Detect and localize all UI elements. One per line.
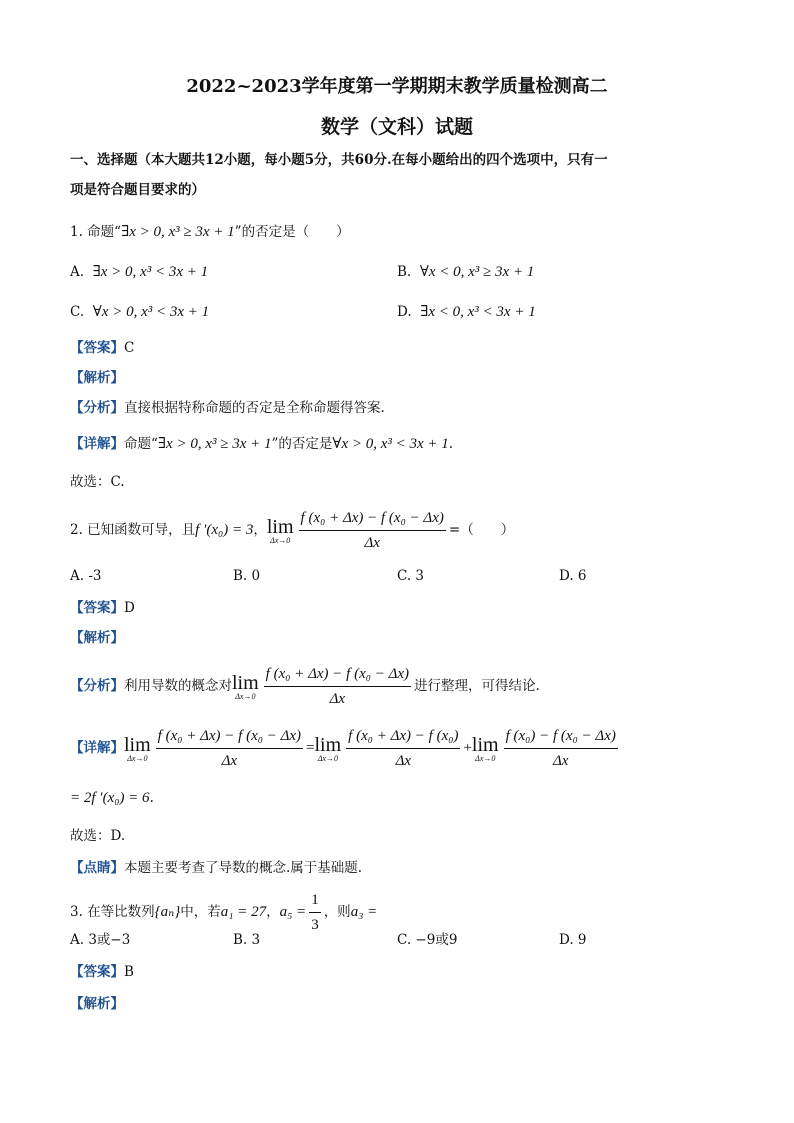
q1-option-c-label: C.: [70, 304, 85, 320]
lim-word: lim: [314, 733, 342, 756]
analysis-tag: 【解析】: [70, 370, 124, 386]
fenxi-tag: 【分析】: [70, 678, 124, 694]
detail-fraction-2: [346, 726, 460, 771]
q1-detail-math1: ∃x > 0, x³ ≥ 3x + 1: [157, 436, 272, 452]
lim-word: lim: [471, 733, 499, 756]
q1-option-b: [397, 262, 534, 282]
fraction-den: Δx: [395, 753, 412, 769]
q3-option-a: A. 3或−3: [70, 932, 131, 948]
section-heading-line1: 一、选择题（本大题共12小题，每小题5分，共60分.在每小题给出的四个选项中，只有一: [70, 152, 608, 168]
q1-detail-mid: ”的否定是: [271, 436, 333, 452]
q2-option-b: B. 0: [233, 568, 261, 584]
q2-answer-value: D: [124, 600, 135, 616]
q1-detail-end: .: [448, 436, 454, 452]
q1-option-a: [70, 262, 208, 282]
q3-option-d: D. 9: [559, 932, 587, 948]
q2-choose-value: D.: [110, 828, 126, 844]
answer-tag: 【答案】: [70, 964, 124, 980]
q2-fenxi-suffix: 进行整理，可得结论.: [414, 678, 540, 694]
q3-stem: [70, 890, 377, 935]
q3-a1: a₁ = 27: [220, 904, 267, 920]
answer-tag: 【答案】: [70, 340, 124, 356]
q1-option-a-label: A.: [70, 264, 85, 280]
comment-tag: 【点睛】: [70, 860, 124, 876]
q3-option-c: C. −9或9: [397, 932, 458, 948]
q3-answer-value: B: [124, 964, 134, 980]
q2-result-end: .: [149, 790, 154, 806]
page-subtitle: 数学（文科）试题: [320, 116, 473, 138]
analysis-tag: 【解析】: [70, 996, 124, 1012]
q2-option-a: A. -3: [70, 568, 102, 584]
fenxi-tag: 【分析】: [70, 400, 124, 416]
q3-seq: {aₙ}: [154, 904, 181, 920]
q1-fenxi: [70, 398, 385, 418]
detail-tag: 【详解】: [70, 740, 124, 756]
q2-analysis: [70, 628, 124, 648]
q2-fraction-num: f (x₀ + Δx) − f (x₀ − Δx): [299, 508, 446, 531]
detail-limit-2: [315, 735, 342, 763]
detail-tag: 【详解】: [70, 436, 124, 452]
q1-detail-prefix: 命题“: [124, 436, 158, 452]
plus-sign: +: [463, 740, 472, 756]
page-title: 2022~2023学年度第一学期期末教学质量检测高二: [186, 76, 608, 97]
q3-stem-mid2: ，则: [323, 904, 351, 920]
q3-option-b: B. 3: [233, 932, 261, 948]
detail-limit-1: [124, 735, 151, 763]
fraction-den: Δx: [221, 753, 238, 769]
detail-limit-3: [472, 735, 499, 763]
q2-fraction-den: Δx: [364, 535, 380, 551]
q1-analysis: [70, 368, 124, 388]
lim-word: lim: [232, 671, 259, 694]
q1-option-a-text: ∃x > 0, x³ < 3x + 1: [92, 264, 209, 280]
q2-fenxi-limit: [232, 673, 259, 701]
q1-choose-value: C.: [110, 474, 125, 490]
lim-sub: Δx→0: [475, 753, 496, 763]
detail-fraction-3: [504, 726, 618, 771]
fraction-num: f (x₀ + Δx) − f (x₀ − Δx): [264, 664, 411, 687]
q1-stem-math: ∃x > 0, x³ ≥ 3x + 1: [121, 224, 235, 240]
q2-fenxi: [70, 664, 540, 709]
analysis-tag: 【解析】: [70, 630, 124, 646]
q1-stem-prefix: 1. 命题“: [70, 224, 122, 240]
q2-stem-comma: ，: [253, 522, 267, 538]
q3-fraction-num: 1: [309, 890, 321, 913]
q2-result: [70, 788, 154, 808]
q1-detail: [70, 434, 453, 454]
q1-option-b-text: ∀x < 0, x³ ≥ 3x + 1: [419, 264, 535, 280]
q1-option-d-label: D.: [397, 304, 412, 320]
equals-sign: =: [306, 740, 315, 756]
q3-answer: [70, 962, 134, 982]
q2-fenxi-prefix: 利用导数的概念对: [124, 678, 232, 694]
q1-stem: [70, 222, 350, 242]
q1-option-c-text: ∀x > 0, x³ < 3x + 1: [92, 304, 210, 320]
q1-detail-math2: ∀x > 0, x³ < 3x + 1: [332, 436, 449, 452]
q3-stem-mid1: 中，若: [180, 904, 221, 920]
q2-result-math: = 2f ′(x₀) = 6: [70, 790, 150, 806]
q1-option-d: [397, 302, 536, 322]
q2-stem: [70, 508, 514, 553]
q1-choose: [70, 472, 125, 492]
q1-answer-value: C: [124, 340, 135, 356]
lim-word: lim: [266, 515, 294, 538]
lim-sub: Δx→0: [317, 753, 338, 763]
q2-option-d: D. 6: [559, 568, 587, 584]
q1-option-d-text: ∃x < 0, x³ < 3x + 1: [420, 304, 536, 320]
q3-fraction-den: 3: [311, 917, 319, 933]
detail-fraction-1: [156, 726, 303, 771]
lim-sub: Δx→0: [235, 691, 256, 701]
lim-word: lim: [124, 733, 151, 756]
q2-comment-text: 本题主要考查了导数的概念.属于基础题.: [124, 860, 363, 876]
q1-fenxi-text: 直接根据特称命题的否定是全称命题得答案.: [124, 400, 385, 416]
choose-label: 故选：: [70, 474, 111, 490]
q3-a5: a₅ =: [279, 904, 307, 920]
fraction-num: f (x₀ + Δx) − f (x₀ − Δx): [156, 726, 303, 749]
q2-fraction: [299, 508, 446, 553]
q1-option-b-label: B.: [397, 264, 412, 280]
q1-answer: [70, 338, 134, 358]
q2-stem-prefix: 2. 已知函数可导，且: [70, 522, 196, 538]
fraction-num: f (x₀ + Δx) − f (x₀): [346, 726, 460, 749]
lim-sub: Δx→0: [127, 753, 148, 763]
q2-given: f ′(x₀) = 3: [195, 522, 254, 538]
q2-detail: [70, 726, 621, 771]
answer-tag: 【答案】: [70, 600, 124, 616]
q2-option-c: C. 3: [397, 568, 425, 584]
section-heading-line2: 项是符合题目要求的）: [70, 182, 205, 198]
q2-limit: [267, 517, 294, 545]
q2-choose: [70, 826, 125, 846]
q2-stem-suffix: =（ ）: [448, 522, 515, 538]
q2-fenxi-fraction: [264, 664, 411, 709]
q2-answer: [70, 598, 135, 618]
lim-sub: Δx→0: [270, 535, 291, 545]
q3-analysis: [70, 994, 124, 1014]
q2-comment: [70, 858, 362, 878]
q1-option-c: [70, 302, 209, 322]
q3-stem-prefix: 3. 在等比数列: [70, 904, 155, 920]
fraction-den: Δx: [329, 691, 346, 707]
fraction-den: Δx: [553, 753, 569, 769]
q3-stem-comma: ，: [266, 904, 280, 920]
fraction-num: f (x₀) − f (x₀ − Δx): [504, 726, 618, 749]
q3-fraction: [309, 890, 321, 935]
q3-a3: a₃ =: [350, 904, 378, 920]
q1-stem-suffix: ”的否定是（ ）: [234, 224, 350, 240]
choose-label: 故选：: [70, 828, 111, 844]
